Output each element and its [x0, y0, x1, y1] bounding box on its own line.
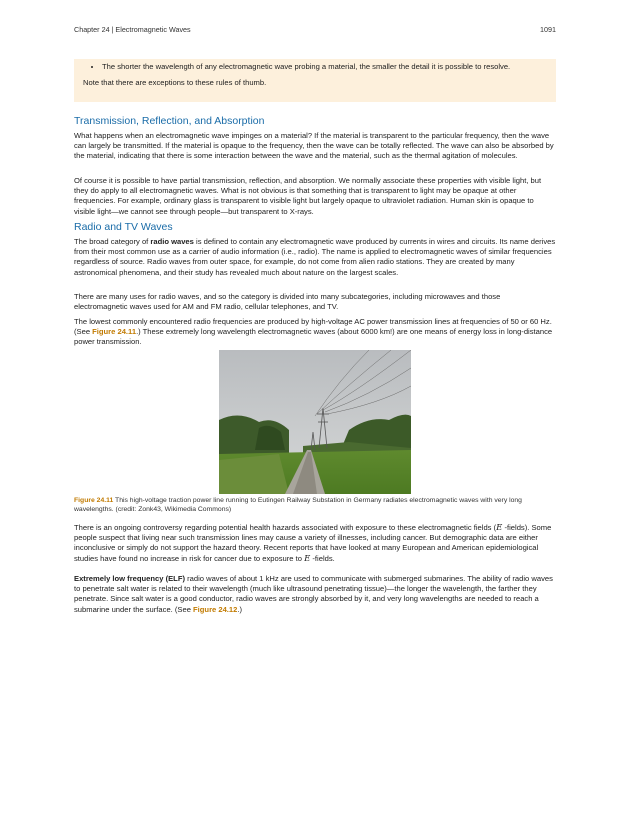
text-run: The lowest commonly encountered radio frequencies are produced by high-voltage AC power transmission lines at frequencies of 50 or 60 Hz. (See [74, 317, 552, 337]
paragraph-power-lines [74, 317, 556, 348]
math-symbol-E: E [304, 553, 311, 564]
text-run: radio waves of about 1 kHz are used to communicate with submerged submarines. The ability of radio waves to penetrate salt water is related to their wavelength (much like ultrasound penetrating tissue)—the longer the wavelength, the farther they penetrate. Since salt water is a good conductor, radio waves are strongly absorbed by it, and very long wavelengths are needed to reach a submarine under the surface. (See [74, 574, 553, 614]
text-run: -fields). Some people suspect that living near such transmission lines may cause a variety of illnesses, including cancer. But demographic data are either inconclusive or simply do not support the hazard theory. Recent reports that have looked at many European and American epidemiological studies have found no increase in risk for cancer due to exposure to [74, 523, 552, 563]
text-run: is defined to contain any electromagnetic wave produced by currents in wires and circuits. Its name derives from their most common use as a carrier of audio information (i.e., radio). The name is applied to electromagnetic waves of similar frequencies regardless of source. Radio waves from outer space, for example, do not come from alien radio stations. They are created by many astronomical phenomena, and their study has revealed much about nature on the largest scales. [74, 237, 556, 277]
page-number: 1091 [540, 25, 556, 34]
figure-caption [74, 497, 556, 515]
key-term: radio waves [150, 237, 194, 246]
paragraph: There are many uses for radio waves, and so the category is divided into many subcategories, including microwaves and those electromagnetic waves used for AM and FM radio, cellular telephones, and TV. [74, 292, 501, 312]
power-line-photo [219, 350, 411, 494]
text-run: .) [237, 604, 243, 614]
paragraph-radio-waves [74, 237, 556, 278]
paragraph-health-hazards [74, 523, 556, 564]
figure-link[interactable]: Figure 24.12 [193, 604, 238, 614]
figure-link[interactable]: Figure 24.11 [92, 327, 137, 337]
page-header [74, 25, 556, 34]
text-run: -fields. [310, 553, 335, 563]
note-text: Note that there are exceptions to these rules of thumb. [83, 78, 267, 87]
math-symbol-E: E [496, 523, 503, 533]
paragraph: Of course it is possible to have partial transmission, reflection, and absorption. We normally associate these properties with visible light, but they do apply to all electromagnetic waves. What is not obvious is that something that is transparent to light may be opaque at other frequencies. For example, ordinary glass is transparent to visible light but largely opaque to ultraviolet radiation. Human skin is opaque to visible light—we cannot see through people—but transparent to X-rays. [74, 176, 542, 216]
text-run: There is an ongoing controversy regarding potential health hazards associated with exposure to these electromagnetic fields ( [74, 523, 497, 532]
paragraph: What happens when an electromagnetic wave impinges on a material? If the material is transparent to the particular frequency, then the wave can largely be transmitted. If the material is opaque to the frequency, then the wave can be totally reflected. The wave can also be absorbed by the material, indicating that there is some interaction between the wave and the material, such as the thermal agitation of molecules. [74, 131, 554, 161]
text-run: .) These extremely long wavelength electromagnetic waves (about 6000 km!) are one means of energy loss in long-distance power transmission. [74, 327, 553, 347]
figure-number: Figure 24.11 [74, 497, 114, 504]
text-run: The broad category of [74, 237, 151, 246]
section-heading-radio-tv: Radio and TV Waves [74, 221, 173, 233]
key-term: Extremely low frequency (ELF) [74, 574, 185, 583]
chapter-title: Chapter 24 | Electromagnetic Waves [74, 25, 191, 34]
rule-of-thumb-note [74, 59, 556, 102]
section-heading-transmission: Transmission, Reflection, and Absorption [74, 115, 265, 127]
note-bullet: • The shorter the wavelength of any electromagnetic wave probing a material, the smaller the detail it is possible to resolve. [102, 62, 547, 72]
caption-text: This high-voltage traction power line running to Eutingen Railway Substation in Germany radiates electromagnetic waves with very long wavelengths. (credit: Zonk43, Wikimedia Commons) [74, 497, 522, 513]
power-line-illustration [219, 350, 411, 494]
paragraph-elf [74, 574, 556, 615]
